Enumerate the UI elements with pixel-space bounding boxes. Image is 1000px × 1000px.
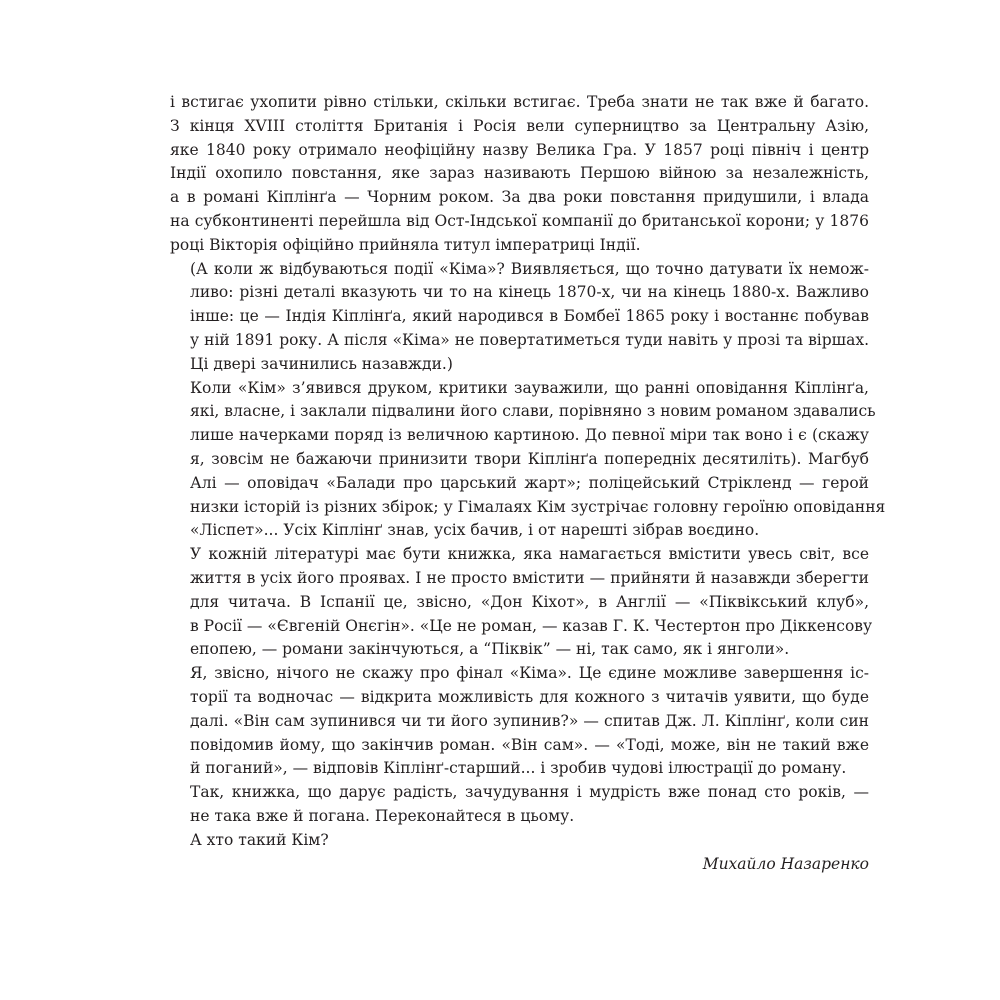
text-line: для читача. В Іспанії це, звісно, «Дон Кіхот», в Англії — «Піквікський клуб», [190,592,869,611]
text-line: далі. «Він сам зупинився чи ти його зупинив?» — спитав Дж. Л. Кіплінґ, коли син [190,711,869,730]
text-line: на субконтиненті перейшла від Ост-Індської компанії до британської корони; у 1876 [170,211,869,230]
text-line: епопею, — романи закінчуються, а “Піквік” — ні, так само, як і янголи». [190,640,790,659]
text-line: ливо: різні деталі вказують чи то на кінець 1870-х, чи на кінець 1880-х. Важливо [190,283,869,302]
body-paragraph [170,543,873,662]
article-body [170,91,886,876]
text-line: А хто такий Кім? [190,830,329,849]
text-line: році Вікторія офіційно прийняла титул імператриці Індії. [170,235,641,254]
text-line: я, зовсім не бажаючи принизити твори Кіплінґа попередніх десятиліть). Магбуб [190,449,869,468]
text-line: і встигає ухопити рівно стільки, скільки встигає. Треба знати не так вже й багато. [170,93,869,111]
text-line: які, власне, і заклали підвалини його слави, порівняно з новим романом здавались [190,402,876,421]
text-line: Я, звісно, нічого не скажу про фінал «Кіма». Це єдине можливе завершення іс- [190,664,869,683]
body-paragraph [170,91,869,258]
text-line: а в романі Кіплінґа — Чорним роком. За два роки повстання придушили, і влада [170,188,869,207]
author-signature: Михайло Назаренко [702,854,869,873]
text-line: Індії охопило повстання, яке зараз називають Першою війною за незалежність, [170,164,869,183]
text-line: торії та водночас — відкрита можливість для кожного з читачів уявити, що буде [190,687,869,706]
text-line: Коли «Кім» з’явився друком, критики зауважили, що ранні оповідання Кіплінґа, [190,378,869,397]
text-line: Так, книжка, що дарує радість, зачудування і мудрість вже понад сто років, — [190,783,869,802]
text-line: Ці двері зачинились назавжди.) [190,354,453,373]
text-line: повідомив йому, що закінчив роман. «Він сам». — «Тоді, може, він не такий вже [190,735,869,754]
text-line: в Росії — «Євгеній Онєгін». «Це не роман, — казав Г. К. Честертон про Діккенсову [190,616,873,635]
text-line: З кінця XVIII століття Британія і Росія вели суперництво за Центральну Азію, [170,116,869,135]
body-paragraph [170,377,886,544]
text-line: не така вже й погана. Переконайтеся в цьому. [190,806,575,825]
text-line: Алі — оповідач «Балади про царський жарт»; поліцейський Стрікленд — герой [190,473,869,492]
text-line: життя в усіх його проявах. І не просто вмістити — прийняти й назавжди зберегти [190,568,869,587]
body-paragraph [170,829,869,853]
body-paragraph [170,662,869,781]
body-paragraph [170,781,869,829]
text-line: інше: це — Індія Кіплінґа, який народився в Бомбеї 1865 року і востаннє побував [190,307,869,326]
body-paragraph [170,258,869,377]
text-line: (А коли ж відбуваються події «Кіма»? Виявляється, що точно датувати їх немож- [190,259,869,278]
text-line: «Ліспет»... Усіх Кіплінґ знав, усіх бачив, і от нарешті зібрав воєдино. [190,521,760,540]
text-line: лише начерками поряд із величною картиною. До певної міри так воно і є (скажу [190,426,869,445]
text-line: у ній 1891 року. А після «Кіма» не повертатиметься туди навіть у прозі та віршах. [190,330,869,349]
text-line: низки історій із різних збірок; у Гімалаях Кім зустрічає головну героїню оповідання [190,497,886,516]
text-line: яке 1840 року отримало неофіційну назву Велика Гра. У 1857 році північ і центр [170,140,869,159]
text-line: У кожній літературі має бути книжка, яка намагається вмістити увесь світ, все [190,545,869,564]
text-line: й поганий», — відповів Кіплінґ-старший... і зробив чудові ілюстрації до роману. [190,759,847,778]
